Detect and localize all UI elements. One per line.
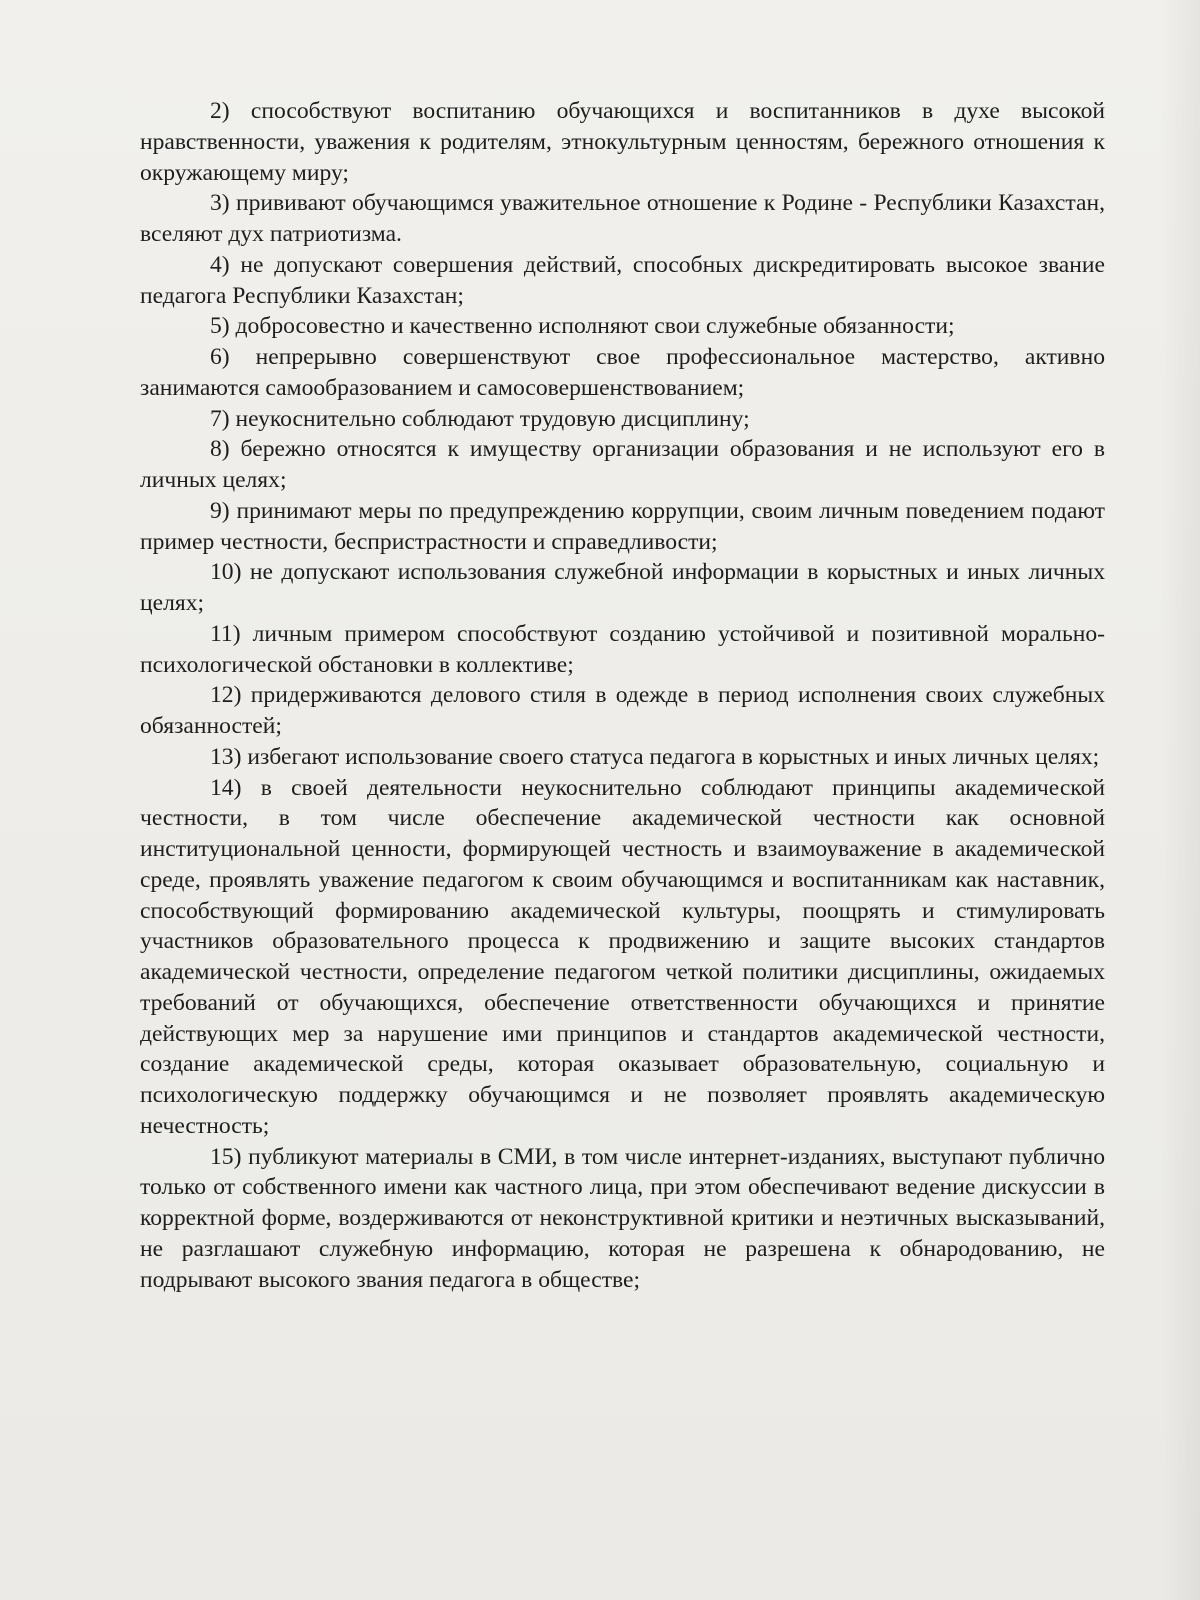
paragraph-item-10: 10) не допускают использования служебной информации в корыстных и иных личных целях; (140, 559, 1105, 616)
paragraph-item-6: 6) непрерывно совершенствуют свое профессиональное мастерство, активно занимаются самообразованием и самосовершенствованием; (140, 344, 1105, 401)
paragraph-item-9: 9) принимают меры по предупреждению коррупции, своим личным поведением подают пример честности, беспристрастности и справедливости; (140, 497, 1105, 555)
paragraph-item-7: 7) неукоснительно соблюдают трудовую дисциплину; (210, 405, 750, 432)
paragraph-item-3: 3) прививают обучающимся уважительное отношение к Родине - Республики Казахстан, вселяют дух патриотизма. (140, 190, 1105, 247)
page-edge-shadow (1160, 0, 1200, 1600)
paragraph-item-11: 11) личным примером способствуют созданию устойчивой и позитивной морально-психологической обстановки в коллективе; (140, 620, 1105, 678)
paragraph-item-13: 13) избегают использование своего статуса педагога в корыстных и иных личных целях; (210, 743, 1100, 770)
paragraph-item-5: 5) добросовестно и качественно исполняют свои служебные обязанности; (210, 313, 955, 340)
paragraph-item-4: 4) не допускают совершения действий, способных дискредитировать высокое звание педагога Республики Казахстан; (140, 251, 1105, 309)
paragraph-item-14: 14) в своей деятельности неукоснительно соблюдают принципы академической честности, в том числе обеспечение академической честности как основной институциональной ценности, формирующей честность и взаимоуважение в академической среде, проявлять уважение педагогом к своим обучающимся и воспитанникам как наставник, способствующий формированию академической культуры, поощрять и стимулировать участников образовательного процесса к продвижению и защите высоких стандартов академической честности, определение педагогом четкой политики дисциплины, ожидаемых требований от обучающихся, обеспечение ответственности обучающихся и принятие действующих мер за нарушение ими принципов и стандартов академической честности, создание академической среды, которая оказывает образовательную, социальную и психологическую поддержку обучающимся и не позволяет проявлять академическую нечестность; (140, 774, 1105, 1139)
paragraph-item-12: 12) придерживаются делового стиля в одежде в период исполнения своих служебных обязанностей; (140, 682, 1105, 739)
paragraph-item-15: 15) публикуют материалы в СМИ, в том числе интернет-изданиях, выступают публично только от собственного имени как частного лица, при этом обеспечивают ведение дискуссии в корректной форме, воздерживаются от неконструктивной критики и неэтичных высказываний, не разглашают служебную информацию, которая не разрешена к обнародованию, не подрывают высокого звания педагога в обществе; (140, 1143, 1105, 1293)
paragraph-item-8: 8) бережно относятся к имуществу организации образования и не используют его в личных целях; (140, 436, 1105, 493)
paragraph-item-2: 2) способствуют воспитанию обучающихся и воспитанников в духе высокой нравственности, уважения к родителям, этнокультурным ценностям, бережного отношения к окружающему миру; (140, 98, 1105, 186)
document-body (140, 96, 1105, 1295)
